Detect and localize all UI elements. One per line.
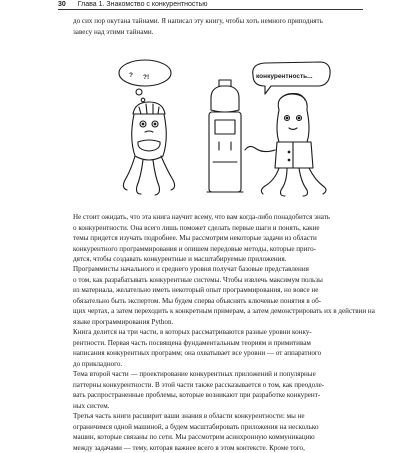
paragraph-4	[73, 327, 359, 369]
text-line: написания конкурентных программ; она охватывает все уровни — от аппаратного	[73, 348, 359, 359]
text-line: завесу над этими тайнами.	[73, 27, 359, 38]
right-character	[245, 94, 326, 197]
text-line: Третья часть книги расширит ваши знания в области конкурентности: мы не	[73, 411, 359, 422]
left-bubble-small-text: ?	[129, 72, 133, 79]
text-line: Тема второй части — проектирование конкурентных приложений и популярные	[73, 369, 359, 380]
text-line: о конкурентности. Она всего лишь поможет сделать первые шаги и понять, какие	[73, 223, 359, 234]
paragraph-5	[73, 369, 359, 411]
paragraph-2	[73, 212, 359, 265]
text-line: до прикладного.	[73, 359, 359, 370]
cartoon-illustration	[115, 58, 335, 208]
header-rule	[58, 9, 363, 10]
text-line: машин, которые связаны по сети. Мы рассмотрим асинхронную коммуникацию	[73, 432, 359, 443]
running-header	[58, 0, 388, 9]
text-line: Не стоит ожидать, что эта книга научит всему, что вам когда-либо понадобится знать	[73, 212, 359, 223]
text-line: ных систем.	[73, 401, 359, 412]
left-bubble-text: ?!	[143, 74, 149, 81]
text-line: щих чертах, а затем переходить к конкретным примерам, а затем демонстрировать их в действии на	[73, 306, 359, 317]
text-line: между задачами — тему, которая важнее всего в этом контексте. Кроме того,	[73, 443, 359, 453]
text-line: о том, как разрабатывать конкурентные системы. Чтобы извлечь максимум пользы	[73, 275, 359, 286]
page-number: 30	[58, 1, 66, 8]
text-line: ограничимся одной машиной, а будем масштабировать приложения на несколько	[73, 422, 359, 433]
left-character	[123, 102, 174, 195]
text-line: обязательно быть экспертом. Мы будем сперва объяснять ключевые понятия в об-	[73, 296, 359, 307]
paragraph-1	[73, 16, 359, 37]
text-line: паттерны конкурентности. В этой части также рассказывается о том, как преодоле-	[73, 380, 359, 391]
right-speech-bubble	[253, 62, 330, 94]
text-line: Книга делится на три части, в которых рассматриваются разные уровни конку-	[73, 327, 359, 338]
left-speech-bubble	[119, 60, 171, 102]
text-line: рентности. Первая часть посвящена фундаментальным теориям и примитивам	[73, 338, 359, 349]
chapter-title: Глава 1. Знакомство с конкурентностью	[78, 1, 208, 8]
text-line: конкурентного программирования и опишем передовые методы, которые приго-	[73, 244, 359, 255]
paragraph-6	[73, 411, 359, 453]
text-line: дятся, чтобы создавать конкурентные и масштабируемые приложения.	[73, 254, 359, 265]
text-line: вать распространенные проблемы, которые возникают при разработке конкурент-	[73, 390, 359, 401]
text-line: темы придется изучать подробнее. Мы рассмотрим некоторые задачи из области	[73, 233, 359, 244]
right-bubble-text: конкурентность...	[256, 73, 313, 80]
text-line: языке программирования Python.	[73, 317, 359, 328]
text-line: Программисты начального и среднего уровня получат базовые представления	[73, 264, 359, 275]
water-cooler	[207, 80, 243, 192]
text-line: из материала, желательно иметь некоторый опыт программирования, но вовсе не	[73, 285, 359, 296]
text-line: до сих пор окутана тайнами. Я написал эту книгу, чтобы хоть немного приподнять	[73, 16, 359, 27]
paragraph-3	[73, 264, 359, 327]
